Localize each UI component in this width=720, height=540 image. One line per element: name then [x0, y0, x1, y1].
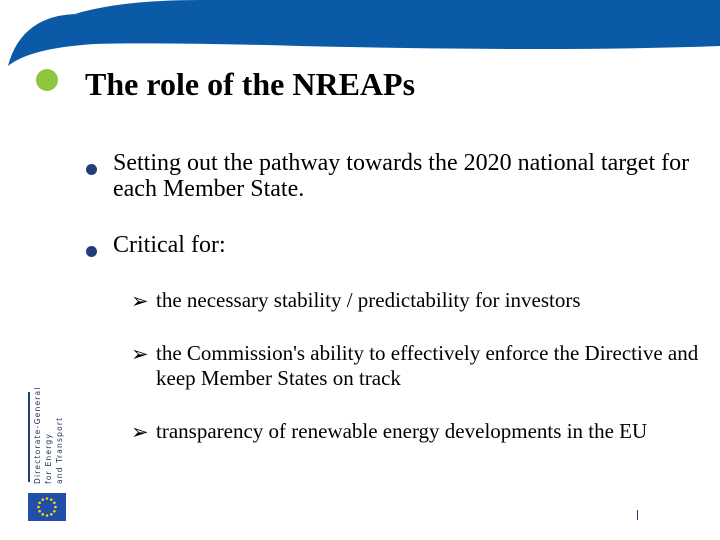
eu-star [54, 506, 57, 509]
sub-bullet-text: the Commission's ability to effectively enforce the Directive and keep Member States on track [156, 341, 699, 390]
eu-star [38, 510, 41, 513]
eu-star [50, 498, 53, 501]
sidebar-line: and Transport [55, 416, 64, 484]
eu-star [50, 513, 53, 516]
bullet-text: Critical for: [113, 232, 226, 258]
sidebar-line: Directorate-General [33, 386, 42, 484]
eu-star [37, 506, 40, 509]
header-band [0, 0, 720, 70]
eu-star [46, 497, 49, 500]
page-number-marker [637, 510, 638, 520]
title-bullet-icon [36, 69, 58, 91]
bullet-dot-icon [86, 164, 97, 175]
arrowhead-icon: ➢ [131, 420, 149, 444]
eu-star [38, 501, 41, 504]
eu-star [53, 510, 56, 513]
sidebar-divider [28, 392, 30, 482]
bullet-text: Setting out the pathway towards the 2020 national target for each Member State. [113, 150, 690, 202]
arrowhead-icon: ➢ [131, 289, 149, 313]
sidebar-label [33, 388, 75, 484]
eu-star [41, 513, 44, 516]
arrowhead-icon: ➢ [131, 342, 149, 366]
bullet-dot-icon [86, 246, 97, 257]
eu-star [46, 514, 49, 517]
eu-star [53, 501, 56, 504]
sub-bullet-text: the necessary stability / predictability for investors [156, 288, 581, 312]
slide-title: The role of the NREAPs [85, 66, 416, 102]
sub-bullet-text: transparency of renewable energy developments in the EU [156, 419, 648, 443]
eu-flag-icon [28, 493, 66, 521]
sidebar-line: for Energy [44, 433, 53, 484]
eu-star [41, 498, 44, 501]
